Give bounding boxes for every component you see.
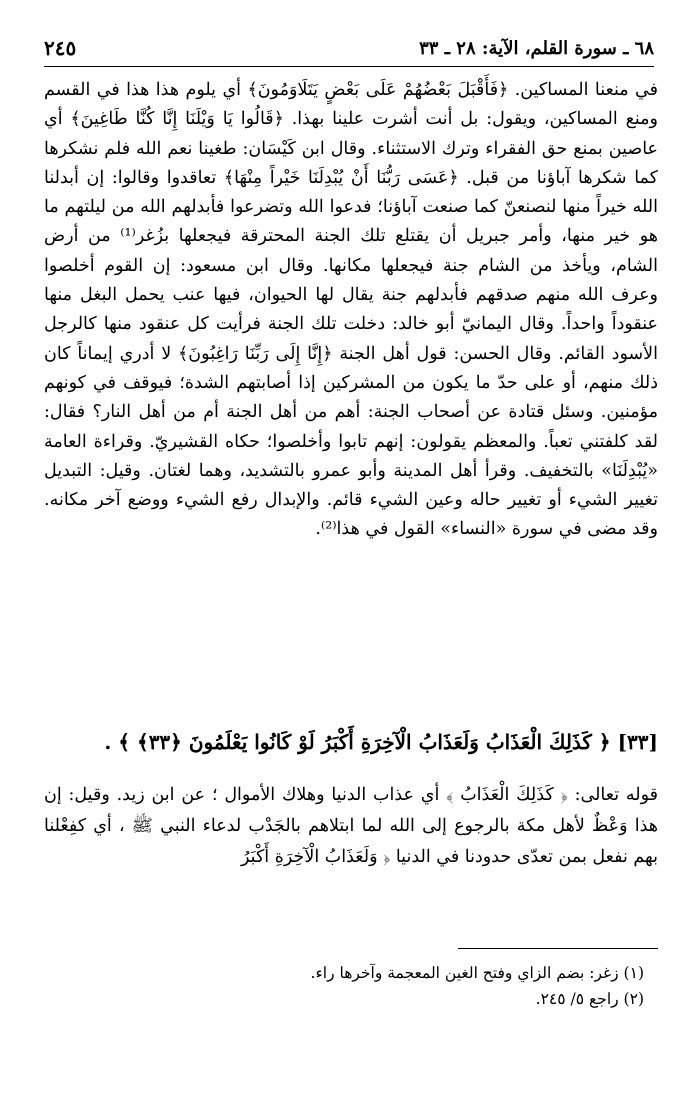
commentary-text <box>44 780 658 873</box>
verse-heading: [٣٣] ﴿ كَذَلِكَ الْعَذَابُ وَلَعَذَابُ الْآخِرَةِ أَكْبَرُ لَوْ كَانُوا يَعْلَمُونَ ﴿٣٣﴾ ﴾ . <box>104 730 658 754</box>
footnote-1: (١) زغر: بضم الزاي وفتح الغين المعجمة وآخرها راء. <box>310 964 644 982</box>
running-header <box>44 30 654 67</box>
main-paragraph: في منعنا المساكين. ﴿فَأَقْبَلَ بَعْضُهُمْ عَلَى بَعْضٍ يَتَلَاوَمُونَ﴾ أي يلوم هذا هذا في القسم ومنع المساكين، ويقول: بل أنت أشرت علينا بهذا. ﴿قَالُوا يَا وَيْلَنَا إِنَّا كُنَّا طَاغِينَ﴾ أي عاصين بمنع حق الفقراء وترك الاستثناء. وقال ابن كَيْسَان: طغينا نعم الله فلم نشكرها كما شكرها آباؤنا من قبل. ﴿عَسَى رَبُّنَا أَنْ يُبْدِلَنَا خَيْراً مِنْهَا﴾ تعاقدوا وقالوا: إن أبدلنا الله خيراً منها لنصنعنّ كما صنعت آباؤنا؛ فدعوا الله وتضرعوا فأبدلهم الله من ليلتهم ما هو خير منها، وأمر جبريل أن يقتلع تلك الجنة المحترقة فيجعلها بزُغر⁽¹⁾ من أرض الشام، ويأخذ من الشام جنة فيجعلها مكانها. وقال ابن مسعود: إن القوم أخلصوا وعرف الله منهم صدقهم فأبدلهم جنة يقال لها الحيوان، فيها عنب يحمل البغل منها عنقوداً واحداً. وقال اليمانيّ أبو خالد: دخلت تلك الجنة فرأيت كل عنقود منها كالرجل الأسود القائم. وقال الحسن: قول أهل الجنة ﴿إِنَّا إِلَى رَبِّنَا رَاغِبُونَ﴾ لا أدري إيماناً كان ذلك منهم، أو على حدّ ما يكون من المشركين إذا أصابتهم الشدة؛ فيوقف في كونهم مؤمنين. وسئل قتادة عن أصحاب الجنة: أهم من أهل الجنة أم من أهل النار؟ فقال: لقد كلفتني تعباً. والمعظم يقولون: إنهم تابوا وأخلصوا؛ حكاه القشيريّ. وقراءة العامة «يُبْدِلَنَا» بالتخفيف. وقرأ أهل المدينة وأبو عمرو بالتشديد، وهما لغتان. وقيل: التبديل تغيير الشيء أو تغيير حاله وعين الشيء قائم. والإبدال رفع الشيء ووضع آخر مكانه. وقد مضى في سورة «النساء» القول في هذا⁽²⁾. <box>44 80 659 540</box>
footnotes <box>44 960 644 1012</box>
page-number: ٢٤٥ <box>44 36 77 60</box>
footnote-divider <box>458 948 658 949</box>
main-text <box>44 76 658 545</box>
running-title: ٦٨ ـ سورة القلم، الآية: ٢٨ ـ ٣٣ <box>419 37 654 59</box>
commentary-paragraph: قوله تعالى: ﴿ كَذَلِكَ الْعَذَابُ ﴾ أي عذاب الدنيا وهلاك الأموال ؛ عن ابن زيد. وقيل: إن هذا وَعْظٌ لأهل مكة بالرجوع إلى الله لما ابتلاهم بالجَدْب لدعاء النبي ﷺ ، أي كفِعْلنا بهم نفعل بمن تعدّى حدودنا في الدنيا ﴿ وَلَعَذَابُ الْآخِرَةِ أَكْبَرُ <box>44 785 658 867</box>
footnote-2: (٢) راجع ٥/ ٢٤٥. <box>535 990 644 1008</box>
